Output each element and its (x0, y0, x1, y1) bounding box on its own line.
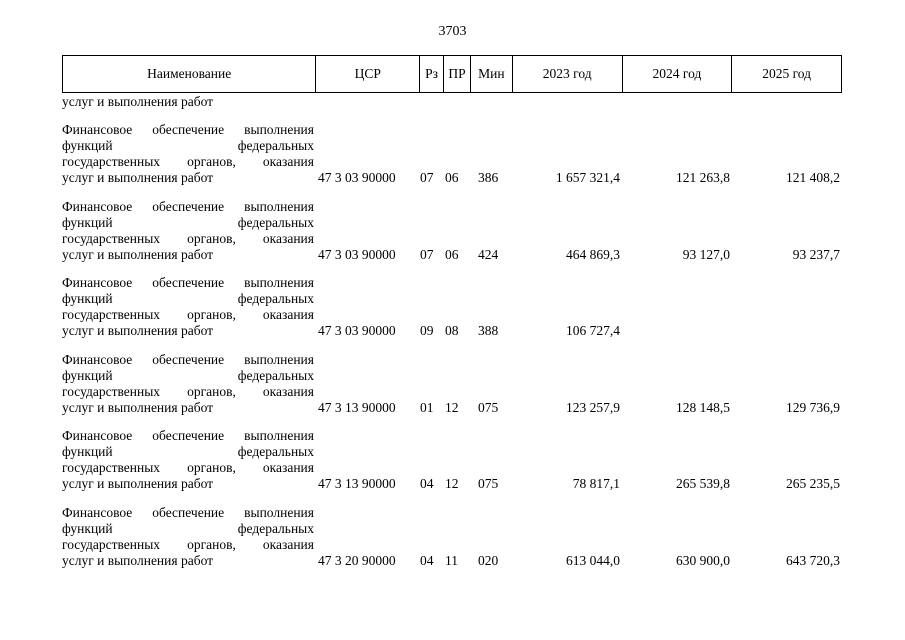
table-row (0, 505, 905, 569)
row-name (62, 122, 314, 186)
cell-min: 075 (478, 476, 499, 491)
row-name-line: услуг и выполнения работ (62, 246, 214, 262)
cell-rz: 01 (420, 399, 434, 415)
cell-pr: 08 (445, 323, 459, 338)
row-name-line: государственных органов, оказания (62, 230, 314, 246)
cell-rz: 04 (420, 552, 434, 568)
cell-min: 424 (478, 246, 499, 262)
row-name-line: услуг и выполнения работ (62, 476, 214, 491)
row-name-line: Финансовое обеспечение выполнения (62, 122, 314, 137)
table-row (0, 199, 905, 263)
header-pr: ПР (444, 56, 471, 92)
row-name-line: государственных органов, оказания (62, 536, 314, 552)
table-row (0, 122, 905, 186)
cell-min: 075 (478, 399, 499, 415)
cell-pr: 11 (445, 552, 458, 568)
cell-rz: 07 (420, 246, 434, 262)
row-name-line: Финансовое обеспечение выполнения (62, 351, 314, 367)
row-name-line: услуг и выполнения работ (62, 552, 214, 568)
row-name (62, 505, 314, 569)
cell-2025: 265 235,5 (786, 476, 840, 491)
cell-2023: 1 657 321,4 (555, 170, 620, 185)
row-name-line: функций федеральных (62, 520, 314, 536)
cell-2025: 129 736,9 (786, 399, 840, 415)
header-csr: ЦСР (316, 56, 420, 92)
cell-pr: 06 (445, 170, 459, 185)
row-name-line: государственных органов, оказания (62, 307, 314, 322)
cell-2025: 643 720,3 (786, 552, 840, 568)
cell-2025: 121 408,2 (786, 170, 840, 185)
row-name (62, 275, 314, 339)
row-name-line: Финансовое обеспечение выполнения (62, 198, 314, 214)
row-name-line: Финансовое обеспечение выполнения (62, 428, 314, 443)
row-name-line: услуг и выполнения работ (62, 170, 214, 185)
table-row (0, 352, 905, 416)
header-min: Мин (471, 56, 513, 92)
row-name (62, 199, 314, 263)
cell-csr: 47 3 13 90000 (318, 476, 396, 491)
cell-2024: 265 539,8 (676, 476, 730, 491)
cell-min: 020 (478, 552, 499, 568)
table-row (0, 428, 905, 492)
cell-csr: 47 3 03 90000 (318, 170, 396, 185)
cell-2025: 93 237,7 (792, 246, 840, 262)
cell-csr: 47 3 13 90000 (318, 399, 396, 415)
cell-2023: 106 727,4 (566, 323, 620, 338)
cell-rz: 07 (420, 170, 434, 185)
header-2024: 2024 год (623, 56, 733, 92)
cell-pr: 12 (445, 399, 459, 415)
cell-2024: 121 263,8 (676, 170, 730, 185)
header-2023: 2023 год (513, 56, 623, 92)
cell-pr: 12 (445, 476, 459, 491)
row-name-line: Финансовое обеспечение выполнения (62, 275, 314, 290)
cell-min: 386 (478, 170, 499, 185)
cell-2023: 123 257,9 (566, 399, 620, 415)
row-name (62, 428, 314, 492)
cell-2023: 613 044,0 (566, 552, 620, 568)
row-name-line: функций федеральных (62, 291, 314, 306)
header-name: Наименование (63, 56, 316, 92)
cell-min: 388 (478, 323, 499, 338)
cell-pr: 06 (445, 246, 459, 262)
row-name-line: услуг и выполнения работ (62, 323, 214, 338)
row-name-line: функций федеральных (62, 214, 314, 230)
row-name-line: Финансовое обеспечение выполнения (62, 504, 314, 520)
row-name-line: государственных органов, оказания (62, 154, 314, 169)
cell-rz: 09 (420, 323, 434, 338)
table-header (62, 55, 842, 93)
row-name-line: функций федеральных (62, 367, 314, 383)
cell-csr: 47 3 20 90000 (318, 552, 396, 568)
header-2025: 2025 год (762, 66, 812, 81)
page-number: 3703 (438, 24, 467, 39)
continuation-text: услуг и выполнения работ (62, 94, 214, 109)
cell-2024: 128 148,5 (676, 399, 730, 415)
cell-csr: 47 3 03 90000 (318, 246, 396, 262)
cell-2024: 93 127,0 (682, 246, 730, 262)
row-name-line: государственных органов, оказания (62, 383, 314, 399)
row-name-line: государственных органов, оказания (62, 460, 314, 475)
row-name-line: функций федеральных (62, 444, 314, 459)
cell-2024: 630 900,0 (676, 552, 730, 568)
row-name-line: функций федеральных (62, 138, 314, 153)
cell-csr: 47 3 03 90000 (318, 323, 396, 338)
table-row (0, 275, 905, 339)
cell-2023: 464 869,3 (566, 246, 620, 262)
row-name (62, 352, 314, 416)
cell-rz: 04 (420, 476, 434, 491)
cell-2023: 78 817,1 (572, 476, 620, 491)
row-name-line: услуг и выполнения работ (62, 399, 214, 415)
header-rz: Рз (420, 56, 444, 92)
